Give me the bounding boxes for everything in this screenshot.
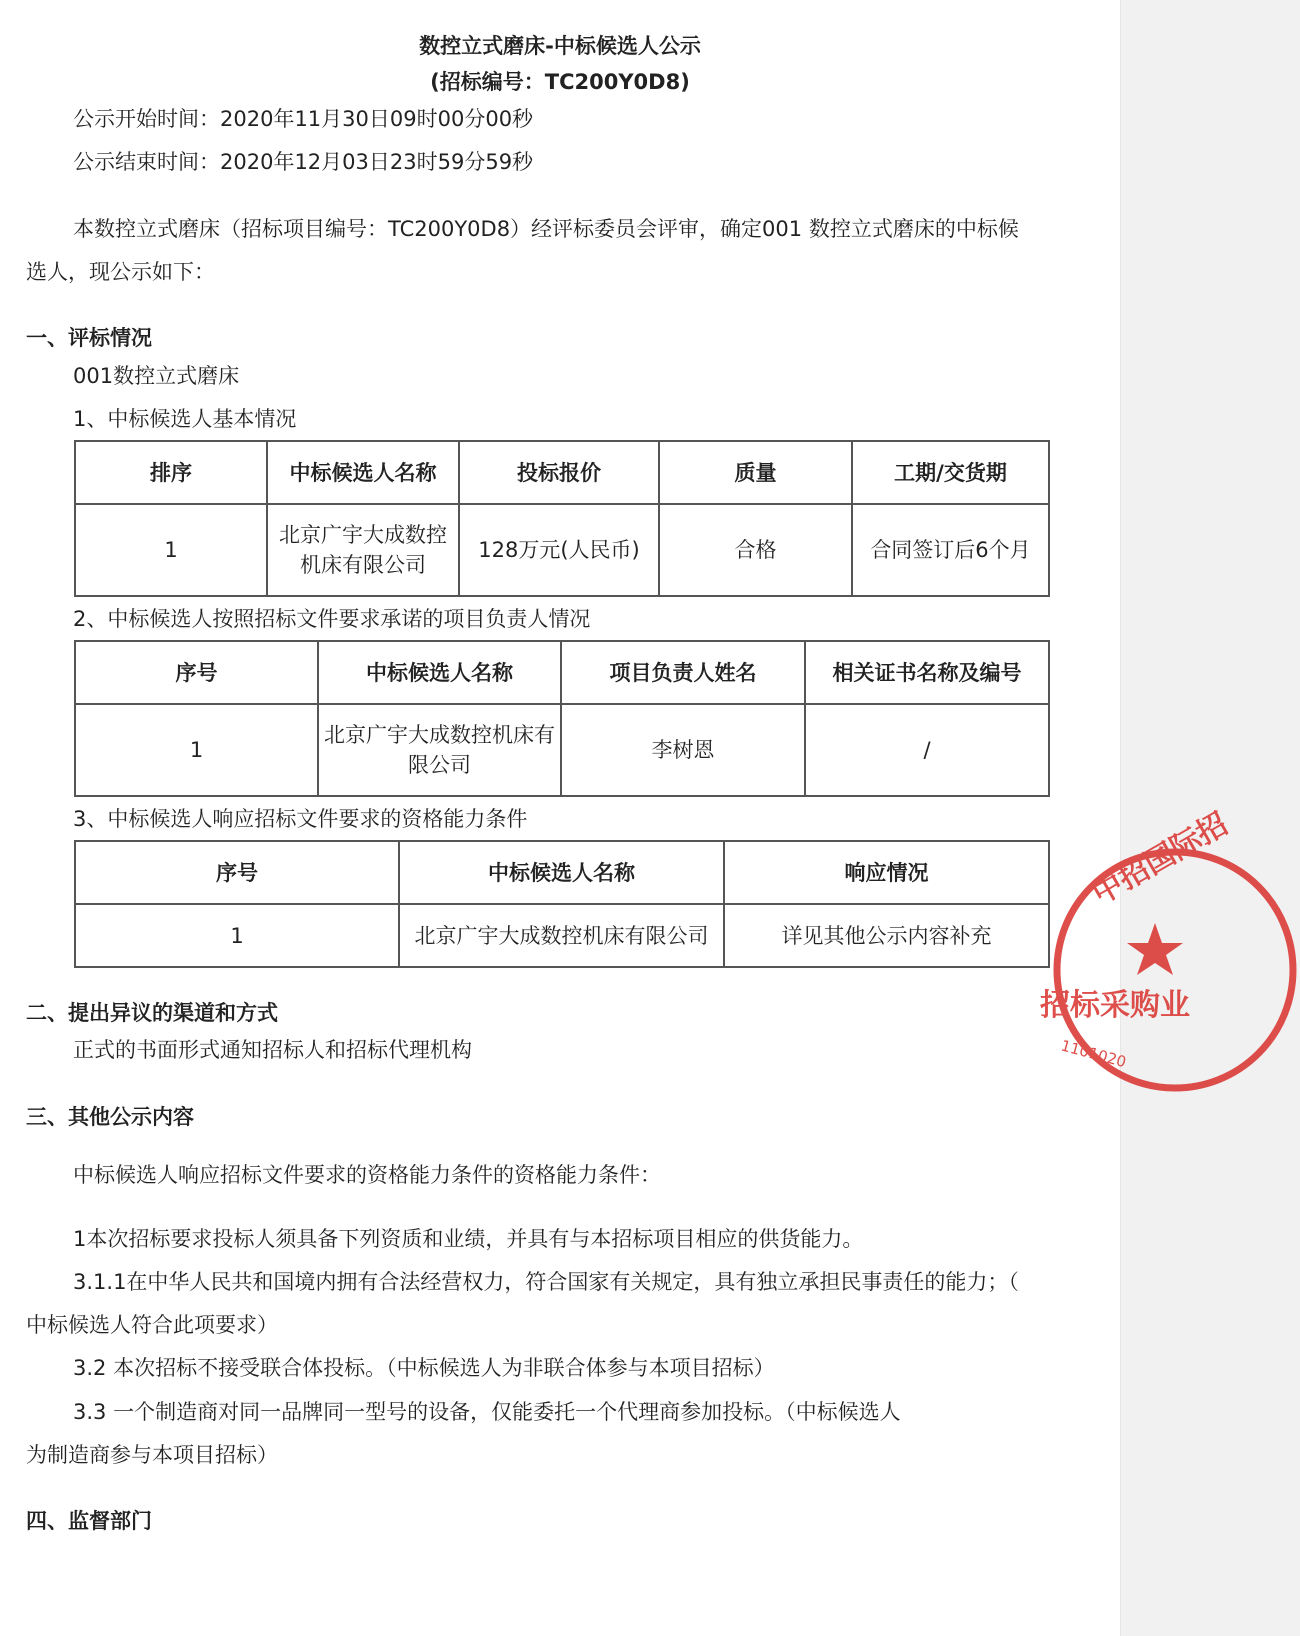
seal-text-top: 中招国际招 — [1086, 806, 1234, 912]
objection-text: 正式的书面形式通知招标人和招标代理机构 — [73, 1038, 472, 1062]
header-bid-price: 投标报价 — [459, 441, 659, 504]
header-manager-name: 项目负责人姓名 — [561, 641, 805, 704]
package-name: 001数控立式磨床 — [73, 364, 240, 388]
section-heading-supervision: 四、监督部门 — [26, 1509, 152, 1533]
header-candidate-name: 中标候选人名称 — [399, 841, 724, 904]
header-rank: 排序 — [75, 441, 267, 504]
table-header-row — [75, 441, 1049, 504]
seal-code: 1101020 — [1058, 1036, 1129, 1072]
header-delivery-period: 工期/交货期 — [852, 441, 1049, 504]
header-response: 响应情况 — [724, 841, 1049, 904]
cell-quality: 合格 — [659, 504, 852, 596]
other-paragraph-1: 中标候选人响应招标文件要求的资格能力条件的资格能力条件： — [73, 1163, 661, 1187]
intro-text-line1: 本数控立式磨床（招标项目编号：TC200Y0D8）经评标委员会评审，确定001 数控立式磨床的中标候 — [73, 217, 1019, 241]
end-time: 公示结束时间：2020年12月03日23时59分59秒 — [73, 150, 534, 174]
header-serial: 序号 — [75, 641, 318, 704]
table-row — [75, 504, 1049, 596]
header-serial: 序号 — [75, 841, 399, 904]
table-row — [75, 904, 1049, 967]
other-paragraph-3b: 中标候选人符合此项要求） — [26, 1313, 278, 1337]
table-header-row — [75, 841, 1049, 904]
other-paragraph-3a: 3.1.1在中华人民共和国境内拥有合法经营权力，符合国家有关规定，具有独立承担民事责任的能力；（ — [73, 1270, 1019, 1294]
official-seal — [1040, 806, 1300, 1095]
cell-candidate-name: 北京广宇大成数控机床有限公司 — [399, 904, 724, 967]
header-candidate-name: 中标候选人名称 — [318, 641, 561, 704]
header-candidate-name: 中标候选人名称 — [267, 441, 459, 504]
section-heading-evaluation: 一、评标情况 — [26, 326, 152, 350]
other-paragraph-4: 3.2 本次招标不接受联合体投标。（中标候选人为非联合体参与本项目招标） — [73, 1356, 775, 1380]
other-paragraph-5a: 3.3 一个制造商对同一品牌同一型号的设备，仅能委托一个代理商参加投标。（中标候选人 — [73, 1400, 901, 1424]
subheading-qualification: 3、中标候选人响应招标文件要求的资格能力条件 — [73, 807, 528, 831]
start-time: 公示开始时间：2020年11月30日09时00分00秒 — [73, 107, 534, 131]
header-quality: 质量 — [659, 441, 852, 504]
cell-response: 详见其他公示内容补充 — [724, 904, 1049, 967]
page-title: 数控立式磨床-中标候选人公示 — [419, 34, 701, 58]
header-certificate: 相关证书名称及编号 — [805, 641, 1049, 704]
cell-candidate-name-line1: 北京广宇大成数控 — [279, 523, 447, 547]
cell-candidate-name — [318, 704, 561, 796]
cell-candidate-name-line2: 机床有限公司 — [300, 553, 426, 577]
cell-candidate-name-line1: 北京广宇大成数控机床有 — [324, 723, 555, 747]
cell-serial: 1 — [75, 904, 399, 967]
cell-delivery-period: 合同签订后6个月 — [852, 504, 1049, 596]
project-manager-table — [74, 640, 1050, 797]
section-heading-other: 三、其他公示内容 — [26, 1105, 194, 1129]
candidate-basic-table — [74, 440, 1050, 597]
subheading-project-manager: 2、中标候选人按照招标文件要求承诺的项目负责人情况 — [73, 607, 591, 631]
cell-rank: 1 — [75, 504, 267, 596]
cell-bid-price: 128万元(人民币) — [459, 504, 659, 596]
seal-star-icon — [1127, 923, 1183, 975]
intro-text-line2: 选人，现公示如下： — [26, 260, 215, 284]
seal-text-mid: 招标采购业 — [1040, 988, 1190, 1023]
other-paragraph-5b: 为制造商参与本项目招标） — [26, 1443, 278, 1467]
subheading-basic-info: 1、中标候选人基本情况 — [73, 407, 297, 431]
cell-serial: 1 — [75, 704, 318, 796]
tender-number: (招标编号：TC200Y0D8) — [430, 70, 690, 94]
cell-candidate-name-line2: 限公司 — [408, 753, 471, 777]
qualification-table — [74, 840, 1050, 968]
other-paragraph-2: 1本次招标要求投标人须具备下列资质和业绩，并具有与本招标项目相应的供货能力。 — [73, 1227, 864, 1251]
table-header-row — [75, 641, 1049, 704]
cell-candidate-name — [267, 504, 459, 596]
cell-manager-name: 李树恩 — [561, 704, 805, 796]
cell-certificate: / — [805, 704, 1049, 796]
table-row — [75, 704, 1049, 796]
section-heading-objection: 二、提出异议的渠道和方式 — [26, 1001, 278, 1025]
